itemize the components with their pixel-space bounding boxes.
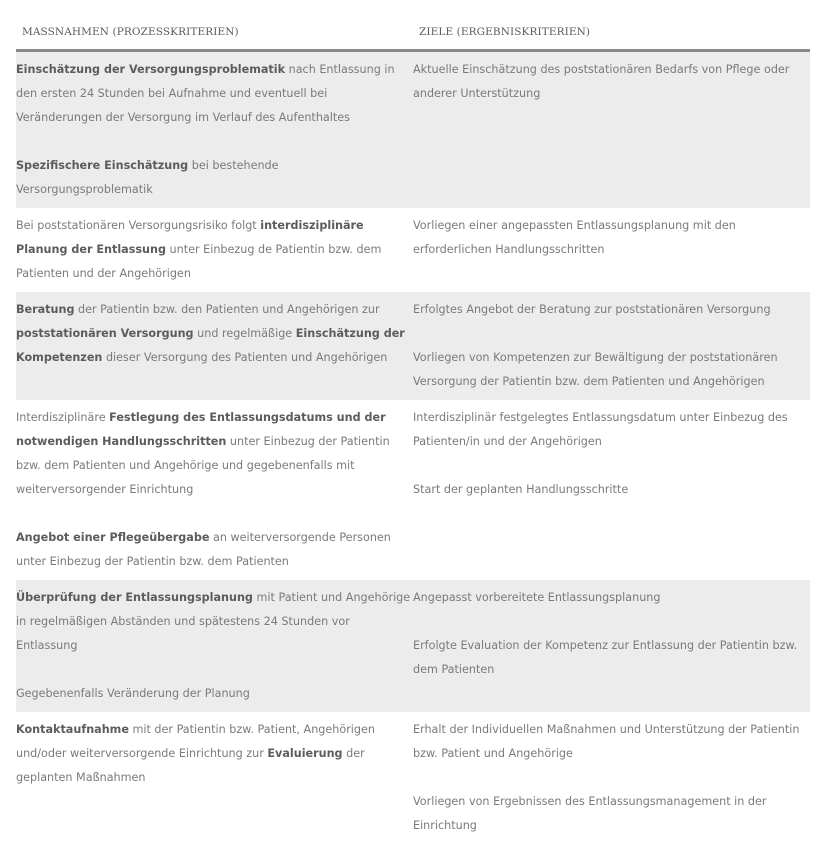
cell-paragraph xyxy=(413,406,810,454)
bold-text: Angebot einer Pflegeübergabe xyxy=(16,531,210,544)
cell-paragraph xyxy=(16,682,411,706)
bold-text: Einschätzung der Kompetenzen xyxy=(16,327,405,364)
text: Vorliegen von Kompetenzen zur Bewältigung der poststationären Versorgung der Patientin bzw. dem Patienten und Angehörigen xyxy=(413,351,778,388)
bold-text: Spezifischere Einschätzung xyxy=(16,159,189,172)
ziele-cell xyxy=(413,298,810,394)
table-row xyxy=(16,208,810,292)
cell-paragraph xyxy=(413,478,810,502)
text: bei bestehende Versorgungsproblematik xyxy=(16,159,279,196)
header-ziele: ZIELE (ERGEBNISKRITERIEN) xyxy=(419,26,591,38)
cell-paragraph xyxy=(16,526,411,574)
text: Interdisziplinär festgelegtes Entlassungsdatum unter Einbezug des Patienten/in und der Angehörigen xyxy=(413,411,788,448)
text: Erhalt der Individuellen Maßnahmen und Unterstützung der Patientin bzw. Patient und Angehörige xyxy=(413,723,800,760)
text: Vorliegen von Ergebnissen des Entlassungsmanagement in der Einrichtung xyxy=(413,795,767,832)
cell-paragraph xyxy=(413,586,810,610)
text: Angepasst vorbereitete Entlassungsplanung xyxy=(413,591,661,604)
ziele-cell xyxy=(413,214,810,286)
table-row xyxy=(16,292,810,400)
text: der Patientin bzw. den Patienten und Angehörigen zur xyxy=(74,303,380,316)
ziele-cell xyxy=(413,58,810,202)
criteria-table xyxy=(16,18,810,844)
cell-paragraph xyxy=(16,58,411,130)
text: Vorliegen einer angepassten Entlassungsplanung mit den erforderlichen Handlungsschritten xyxy=(413,219,736,256)
text: Bei poststationären Versorgungsrisiko folgt xyxy=(16,219,261,232)
bold-text: Überprüfung der Entlassungsplanung xyxy=(16,591,253,604)
bold-text: interdisziplinäre Planung der Entlassung xyxy=(16,219,364,256)
massnahmen-cell xyxy=(16,214,413,286)
text: und regelmäßige xyxy=(193,327,296,340)
text: nach Entlassung in den ersten 24 Stunden bei Aufnahme und eventuell bei Veränderungen der Versorgung im Verlauf des Aufenthaltes xyxy=(16,63,395,124)
cell-paragraph xyxy=(413,790,810,838)
header-massnahmen: MASSNAHMEN (PROZESSKRITERIEN) xyxy=(22,26,239,38)
bold-text: Kontaktaufnahme xyxy=(16,723,129,736)
cell-paragraph xyxy=(413,214,810,262)
text: unter Einbezug der Patientin bzw. dem Patienten und Angehörige und gegebenenfalls mit weiterversorgender Einrichtung xyxy=(16,435,390,496)
text: an weiterversorgende Personen unter Einbezug der Patientin bzw. dem Patienten xyxy=(16,531,391,568)
cell-paragraph xyxy=(16,298,411,370)
text: mit Patient und Angehörige in regelmäßigen Abständen und spätestens 24 Stunden vor Entlassung xyxy=(16,591,411,652)
ziele-cell xyxy=(413,586,810,706)
bold-text: Beratung xyxy=(16,303,75,316)
bold-text: Evaluierung xyxy=(267,747,343,760)
text: Start der geplanten Handlungsschritte xyxy=(413,483,629,496)
bold-text: Einschätzung der Versorgungsproblematik xyxy=(16,63,286,76)
text: unter Einbezug de Patientin bzw. dem Patienten und der Angehörigen xyxy=(16,243,382,280)
cell-paragraph xyxy=(413,298,810,322)
bold-text: poststationären Versorgung xyxy=(16,327,194,340)
cell-paragraph xyxy=(16,406,411,502)
massnahmen-cell xyxy=(16,298,413,394)
cell-paragraph xyxy=(16,586,411,658)
massnahmen-cell xyxy=(16,718,413,838)
table-row xyxy=(16,52,810,208)
ziele-cell xyxy=(413,406,810,574)
table-row xyxy=(16,712,810,844)
text: mit der Patientin bzw. Patient, Angehörigen und/oder weiterversorgende Einrichtung zur xyxy=(16,723,375,760)
text: Gegebenenfalls Veränderung der Planung xyxy=(16,687,250,700)
cell-paragraph xyxy=(413,346,810,394)
cell-paragraph xyxy=(16,214,411,286)
table-body xyxy=(16,52,810,844)
cell-paragraph xyxy=(413,58,810,106)
ziele-cell xyxy=(413,718,810,838)
text: der geplanten Maßnahmen xyxy=(16,747,365,784)
text: Interdisziplinäre xyxy=(16,411,110,424)
cell-paragraph xyxy=(16,718,411,790)
massnahmen-cell xyxy=(16,406,413,574)
text: Erfolgte Evaluation der Kompetenz zur Entlassung der Patientin bzw. dem Patienten xyxy=(413,639,798,676)
cell-paragraph xyxy=(413,718,810,766)
text: Erfolgtes Angebot der Beratung zur poststationären Versorgung xyxy=(413,303,771,316)
massnahmen-cell xyxy=(16,58,413,202)
cell-paragraph xyxy=(16,154,411,202)
text: dieser Versorgung des Patienten und Angehörigen xyxy=(102,351,388,364)
massnahmen-cell xyxy=(16,586,413,706)
table-header xyxy=(16,18,810,52)
text: Aktuelle Einschätzung des poststationären Bedarfs von Pflege oder anderer Unterstützung xyxy=(413,63,790,100)
bold-text: Festlegung des Entlassungsdatums und der notwendigen Handlungsschritten xyxy=(16,411,386,448)
table-row xyxy=(16,400,810,580)
cell-paragraph xyxy=(413,634,810,682)
table-row xyxy=(16,580,810,712)
